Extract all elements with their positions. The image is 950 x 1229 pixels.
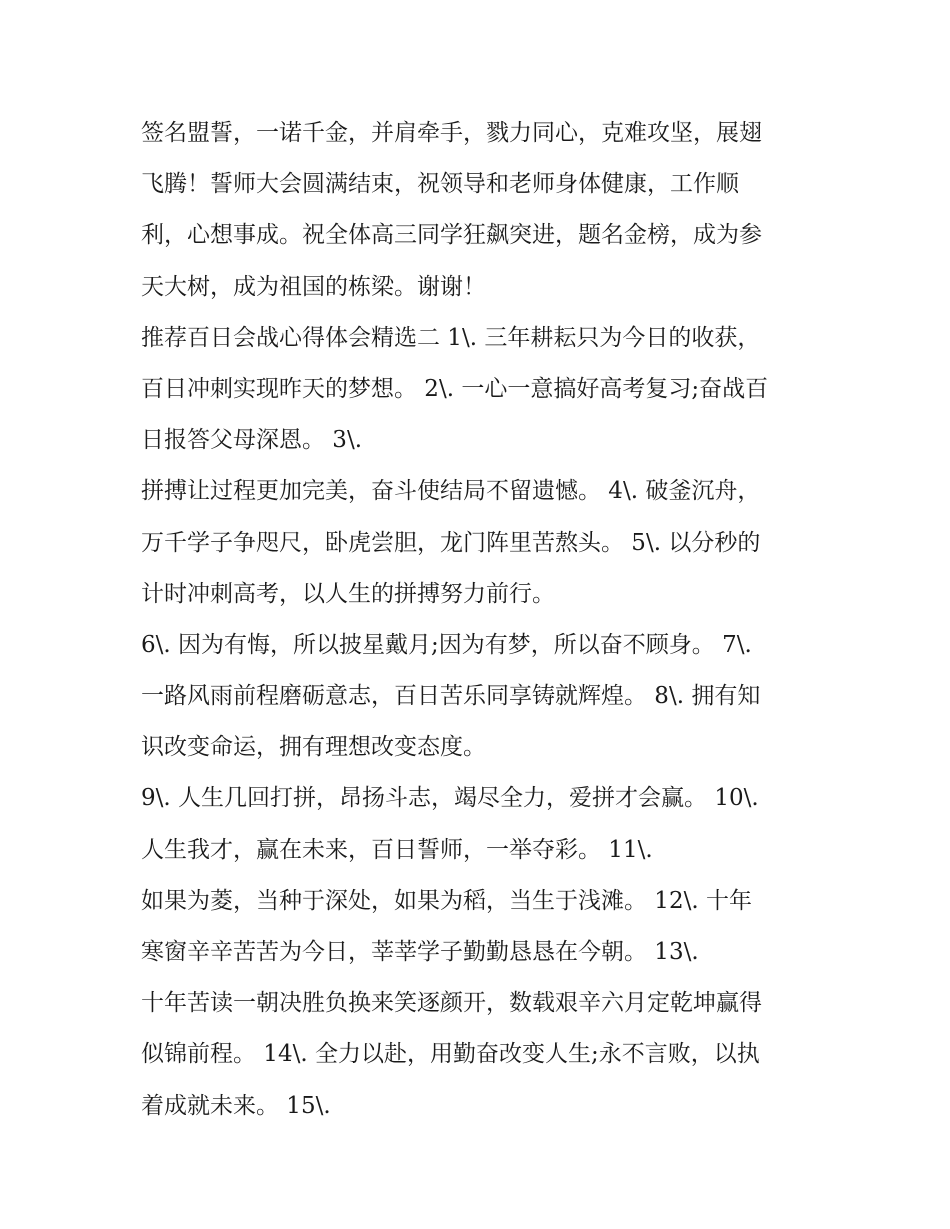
text-line: 识改变命运，拥有理想改变态度。 [141,734,486,761]
text-line: 天大树，成为祖国的栋梁。谢谢！ [141,273,486,300]
body-text [141,108,821,1132]
text-line: 飞腾！誓师大会圆满结束，祝领导和老师身体健康，工作顺 [141,171,739,198]
text-line: 签名盟誓，一诺千金，并肩牵手，戮力同心，克难攻坚，展翅 [141,120,762,146]
text-line: 着成就未来。 15\. [141,1092,331,1119]
text-line: 人生我才，赢在未来，百日誓师，一举夺彩。 11\. [141,836,653,863]
text-line: 百日冲刺实现昨天的梦想。 2\. 一心一意搞好高考复习;奋战百 [141,375,769,402]
text-line: 拼搏让过程更加完美，奋斗使结局不留遗憾。 4\. 破釜沉舟， [141,478,761,505]
text-line: 9\. 人生几回打拼，昂扬斗志，竭尽全力，爱拼才会赢。 10\. [141,785,759,812]
text-line: 十年苦读一朝决胜负换来笑逐颜开，数载艰辛六月定乾坤赢得 [141,990,762,1017]
text-line: 一路风雨前程磨砺意志，百日苦乐同享铸就辉煌。 8\. 拥有知 [141,683,761,710]
text-line: 推荐百日会战心得体会精选二 1\. 三年耕耘只为今日的收获， [141,324,761,351]
text-line: 寒窗辛辛苦苦为今日，莘莘学子勤勤恳恳在今朝。 13\. [141,939,699,965]
text-line: 如果为菱，当种于深处，如果为稻，当生于浅滩。 12\. 十年 [141,887,752,914]
text-line: 似锦前程。 14\. 全力以赴，用勤奋改变人生;永不言败，以执 [141,1041,760,1068]
text-line: 利，心想事成。祝全体高三同学狂飙突进，题名金榜，成为参 [141,222,762,249]
text-line: 计时冲刺高考，以人生的拼搏努力前行。 [141,580,555,607]
text-line: 日报答父母深恩。 3\. [141,427,363,454]
text-line: 6\. 因为有悔，所以披星戴月;因为有梦，所以奋不顾身。 7\. [141,631,752,658]
text-line: 万千学子争咫尺，卧虎尝胆，龙门阵里苦熬头。 5\. 以分秒的 [141,529,761,556]
